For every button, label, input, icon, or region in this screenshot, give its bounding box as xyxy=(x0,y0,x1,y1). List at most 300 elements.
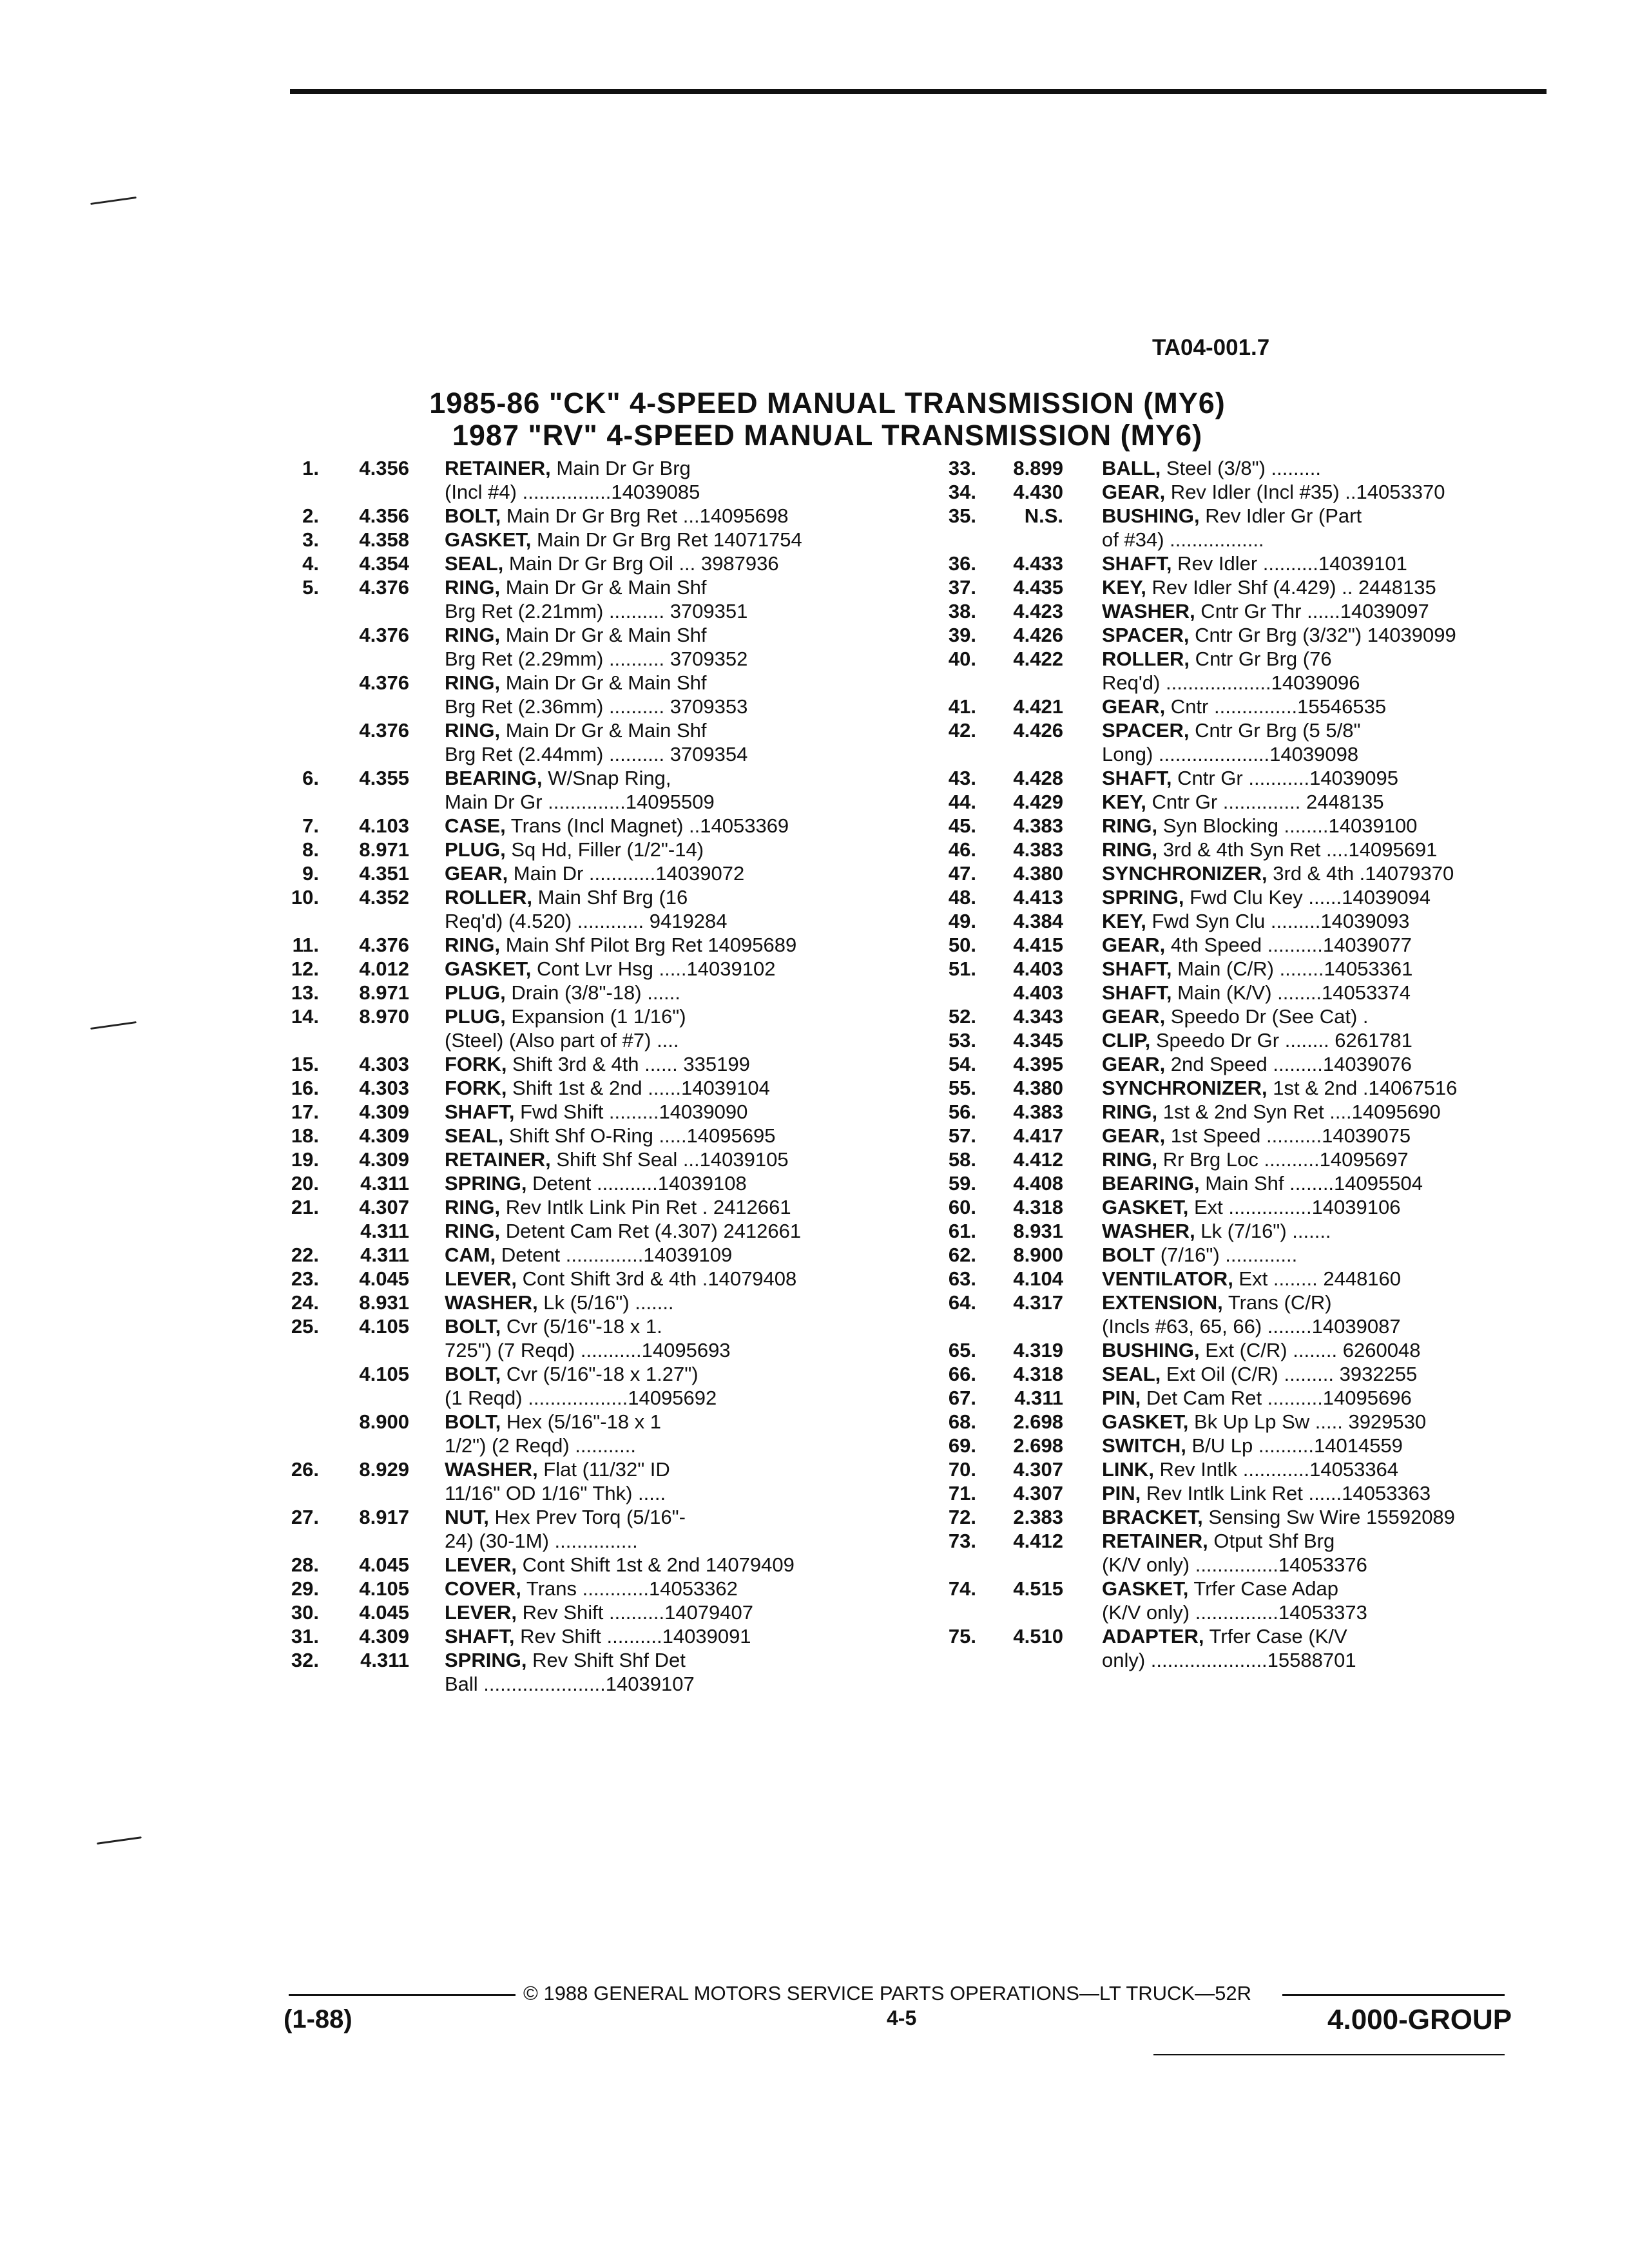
part-detail: Long) ....................14039098 xyxy=(1102,743,1359,765)
part-description xyxy=(445,981,680,1004)
page-title: 1985-86 "CK" 4-SPEED MANUAL TRANSMISSION (MY6) xyxy=(429,387,1226,419)
item-number: 20. xyxy=(291,1172,319,1195)
group-number: N.S. xyxy=(1024,505,1063,527)
part-description xyxy=(445,480,700,504)
group-number: 4.376 xyxy=(359,671,409,694)
part-description xyxy=(445,861,744,885)
group-number: 4.412 xyxy=(1013,1530,1063,1552)
item-number: 74. xyxy=(948,1577,976,1600)
part-name: GEAR, xyxy=(1102,1124,1166,1147)
part-name: RETAINER, xyxy=(445,457,551,479)
item-number: 42. xyxy=(948,719,976,742)
part-name: SHAFT, xyxy=(1102,767,1172,789)
part-description xyxy=(445,1577,738,1600)
part-description xyxy=(445,1267,796,1291)
group-number: 4.307 xyxy=(359,1196,409,1218)
part-description xyxy=(445,814,789,838)
part-description xyxy=(445,1600,753,1624)
part-detail: Main Dr Gr Brg Oil ... 3987936 xyxy=(503,552,779,575)
group-number: 4.421 xyxy=(1013,695,1063,718)
part-name: LINK, xyxy=(1102,1458,1154,1481)
part-detail: Cont Lvr Hsg .....14039102 xyxy=(531,957,776,980)
part-description xyxy=(445,575,707,599)
part-description xyxy=(445,1338,731,1362)
part-name: CLIP, xyxy=(1102,1029,1151,1052)
part-name: CAM, xyxy=(445,1244,496,1266)
part-description xyxy=(1102,1100,1441,1124)
item-number: 56. xyxy=(948,1100,976,1123)
part-name: SPRING, xyxy=(1102,886,1184,908)
part-description xyxy=(1102,1362,1417,1386)
part-description xyxy=(1102,1148,1409,1171)
part-name: GEAR, xyxy=(1102,934,1166,956)
part-detail: (1 Reqd) ..................14095692 xyxy=(445,1387,717,1409)
part-detail: 1st Speed ..........14039075 xyxy=(1165,1124,1411,1147)
part-detail: Rev Idler Gr (Part xyxy=(1199,505,1362,527)
item-number: 7. xyxy=(302,814,319,837)
part-description xyxy=(1102,1052,1412,1076)
part-description xyxy=(445,766,671,790)
item-number: 35. xyxy=(948,505,976,527)
group-number: 4.311 xyxy=(360,1649,409,1671)
item-number: 67. xyxy=(948,1387,976,1409)
part-detail: Steel (3/8") ......... xyxy=(1161,457,1322,479)
part-description xyxy=(1102,885,1431,909)
group-number: 4.303 xyxy=(359,1077,409,1099)
part-description xyxy=(445,671,707,695)
item-number: 25. xyxy=(291,1315,319,1338)
part-name: LEVER, xyxy=(445,1601,517,1624)
part-description xyxy=(445,1195,791,1219)
group-number: 4.380 xyxy=(1013,862,1063,885)
part-detail: Speedo Dr (See Cat) . xyxy=(1165,1005,1369,1028)
part-description xyxy=(445,909,727,933)
part-description xyxy=(445,1004,686,1028)
part-name: LEVER, xyxy=(445,1267,517,1290)
part-description xyxy=(1102,814,1417,838)
item-number: 62. xyxy=(948,1244,976,1266)
group-number: 4.311 xyxy=(360,1172,409,1195)
part-description xyxy=(445,1028,679,1052)
item-number: 57. xyxy=(948,1124,976,1147)
part-detail: 1st & 2nd .14067516 xyxy=(1267,1077,1458,1099)
part-description xyxy=(1102,504,1362,528)
part-detail: (7/16") ............. xyxy=(1155,1244,1298,1266)
part-name: RING, xyxy=(445,1220,501,1242)
group-number: 4.319 xyxy=(1013,1339,1063,1361)
part-description xyxy=(445,1648,686,1672)
part-detail: Syn Blocking ........14039100 xyxy=(1157,814,1418,837)
part-description xyxy=(445,1529,638,1553)
part-description xyxy=(445,504,789,528)
part-detail: Lk (7/16") ....... xyxy=(1195,1220,1331,1242)
part-name: PIN, xyxy=(1102,1482,1141,1504)
group-number: 4.510 xyxy=(1013,1625,1063,1648)
item-number: 63. xyxy=(948,1267,976,1290)
part-description xyxy=(445,528,802,552)
part-name: SHAFT, xyxy=(1102,981,1172,1004)
group-number: 4.408 xyxy=(1013,1172,1063,1195)
group-number: 4.435 xyxy=(1013,576,1063,599)
part-description xyxy=(1102,1434,1403,1457)
part-description xyxy=(1102,790,1384,814)
part-detail: 3rd & 4th Syn Ret ....14095691 xyxy=(1157,838,1438,861)
part-name: NUT, xyxy=(445,1506,489,1528)
item-number: 65. xyxy=(948,1339,976,1361)
part-description xyxy=(1102,718,1360,742)
part-detail: Main Shf ........14095504 xyxy=(1199,1172,1423,1195)
part-detail: 4th Speed ..........14039077 xyxy=(1165,934,1412,956)
part-detail: W/Snap Ring, xyxy=(542,767,671,789)
part-name: RING, xyxy=(1102,814,1158,837)
item-number: 49. xyxy=(948,910,976,932)
part-detail: Brg Ret (2.21mm) .......... 3709351 xyxy=(445,600,748,622)
group-number: 4.413 xyxy=(1013,886,1063,908)
part-detail: 11/16" OD 1/16" Thk) ..... xyxy=(445,1482,666,1504)
part-name: ROLLER, xyxy=(1102,648,1190,670)
part-description xyxy=(445,742,747,766)
part-detail: Cntr Gr ...........14039095 xyxy=(1171,767,1399,789)
group-number: 4.045 xyxy=(359,1553,409,1576)
part-description xyxy=(1102,1028,1412,1052)
part-description xyxy=(1102,1171,1423,1195)
item-number: 13. xyxy=(291,981,319,1004)
item-number: 30. xyxy=(291,1601,319,1624)
item-number: 14. xyxy=(291,1005,319,1028)
part-name: GEAR, xyxy=(1102,1053,1166,1075)
part-detail: Fwd Shift .........14039090 xyxy=(514,1100,748,1123)
part-name: SPACER, xyxy=(1102,624,1190,646)
group-number: 4.307 xyxy=(1013,1482,1063,1504)
item-number: 41. xyxy=(948,695,976,718)
part-name: RING, xyxy=(1102,1100,1158,1123)
part-name: SPACER, xyxy=(1102,719,1190,742)
part-name: BOLT, xyxy=(445,505,501,527)
part-description xyxy=(1102,1386,1412,1410)
part-name: WASHER, xyxy=(445,1458,538,1481)
part-name: SYNCHRONIZER, xyxy=(1102,862,1268,885)
group-number: 4.403 xyxy=(1013,957,1063,980)
group-number: 4.415 xyxy=(1013,934,1063,956)
item-number: 17. xyxy=(291,1100,319,1123)
part-description xyxy=(1102,1291,1332,1314)
item-number: 68. xyxy=(948,1410,976,1433)
part-name: RING, xyxy=(445,934,501,956)
part-description xyxy=(445,552,779,575)
part-detail: Hex (5/16"-18 x 1 xyxy=(501,1410,662,1433)
part-description xyxy=(1102,1124,1411,1148)
part-description xyxy=(1102,838,1437,861)
part-description xyxy=(445,790,715,814)
part-description xyxy=(1102,742,1358,766)
part-name: ROLLER, xyxy=(445,886,533,908)
part-detail: Ball ......................14039107 xyxy=(445,1673,695,1695)
part-detail: Otput Shf Brg xyxy=(1208,1530,1335,1552)
part-detail: (Incls #63, 65, 66) ........14039087 xyxy=(1102,1315,1401,1338)
footer-copyright: © 1988 GENERAL MOTORS SERVICE PARTS OPERATIONS—LT TRUCK—52R xyxy=(523,1982,1251,2004)
item-number: 29. xyxy=(291,1577,319,1600)
part-detail: (Steel) (Also part of #7) .... xyxy=(445,1029,679,1052)
group-number: 4.426 xyxy=(1013,624,1063,646)
part-name: SHAFT, xyxy=(1102,957,1172,980)
part-detail: Cntr ...............15546535 xyxy=(1165,695,1387,718)
item-number: 47. xyxy=(948,862,976,885)
part-detail: Brg Ret (2.36mm) .......... 3709353 xyxy=(445,695,748,718)
part-detail: Trfer Case (K/V xyxy=(1204,1625,1347,1648)
item-number: 6. xyxy=(302,767,319,789)
part-description xyxy=(1102,1481,1431,1505)
part-detail: Detent ..............14039109 xyxy=(496,1244,733,1266)
item-number: 8. xyxy=(302,838,319,861)
part-name: RING, xyxy=(445,1196,501,1218)
part-description xyxy=(445,1243,732,1267)
part-description xyxy=(445,695,747,718)
part-name: GASKET, xyxy=(1102,1577,1189,1600)
item-number: 60. xyxy=(948,1196,976,1218)
part-detail: Rev Shift ..........14039091 xyxy=(514,1625,751,1648)
part-detail: Ext ........ 2448160 xyxy=(1233,1267,1402,1290)
part-name: RING, xyxy=(445,624,501,646)
part-detail: Shift Shf O-Ring .....14095695 xyxy=(503,1124,776,1147)
part-detail: Lk (5/16") ....... xyxy=(537,1291,674,1314)
part-detail: Shift Shf Seal ...14039105 xyxy=(550,1148,789,1171)
part-detail: Detent ...........14039108 xyxy=(526,1172,747,1195)
group-number: 2.698 xyxy=(1013,1410,1063,1433)
page-subtitle: 1987 "RV" 4-SPEED MANUAL TRANSMISSION (MY6) xyxy=(452,419,1203,452)
part-name: GASKET, xyxy=(1102,1410,1189,1433)
group-number: 4.383 xyxy=(1013,814,1063,837)
part-detail: 3rd & 4th .14079370 xyxy=(1267,862,1454,885)
group-number: 4.428 xyxy=(1013,767,1063,789)
group-number: 4.303 xyxy=(359,1053,409,1075)
part-detail: Fwd Clu Key ......14039094 xyxy=(1184,886,1431,908)
item-number: 40. xyxy=(948,648,976,670)
group-number: 4.422 xyxy=(1013,648,1063,670)
item-number: 37. xyxy=(948,576,976,599)
part-name: VENTILATOR, xyxy=(1102,1267,1233,1290)
page-number: 4-5 xyxy=(887,2006,917,2030)
part-detail: (Incl #4) ................14039085 xyxy=(445,481,700,503)
item-number: 52. xyxy=(948,1005,976,1028)
part-description xyxy=(445,957,775,981)
part-name: GEAR, xyxy=(445,862,508,885)
part-detail: Rev Intlk Link Ret ......14053363 xyxy=(1141,1482,1431,1504)
part-name: RING, xyxy=(445,576,501,599)
part-detail: Rr Brg Loc ..........14095697 xyxy=(1157,1148,1409,1171)
part-name: PLUG, xyxy=(445,838,506,861)
part-name: SHAFT, xyxy=(1102,552,1172,575)
part-description xyxy=(1102,671,1360,695)
footer-rule-left xyxy=(289,1994,516,1996)
item-number: 51. xyxy=(948,957,976,980)
item-number: 9. xyxy=(302,862,319,885)
part-detail: of #34) ................. xyxy=(1102,528,1264,551)
part-name: PLUG, xyxy=(445,981,506,1004)
part-description xyxy=(1102,909,1409,933)
part-description xyxy=(445,885,688,909)
part-detail: Speedo Dr Gr ........ 6261781 xyxy=(1150,1029,1412,1052)
part-description xyxy=(1102,1267,1401,1291)
part-detail: Cvr (5/16"-18 x 1.27") xyxy=(501,1363,699,1385)
part-detail: Trfer Case Adap xyxy=(1188,1577,1338,1600)
part-detail: Req'd) (4.520) ............ 9419284 xyxy=(445,910,728,932)
part-name: SHAFT, xyxy=(445,1100,515,1123)
part-description xyxy=(1102,1243,1297,1267)
group-number: 4.380 xyxy=(1013,1077,1063,1099)
part-description xyxy=(445,1481,666,1505)
part-description xyxy=(1102,695,1386,718)
item-number: 21. xyxy=(291,1196,319,1218)
part-name: GEAR, xyxy=(1102,1005,1166,1028)
scan-mark xyxy=(90,1021,137,1030)
part-detail: Flat (11/32" ID xyxy=(537,1458,670,1481)
part-detail: Main Dr Gr Brg Ret 14071754 xyxy=(531,528,802,551)
part-detail: Cvr (5/16"-18 x 1. xyxy=(501,1315,662,1338)
part-description xyxy=(1102,861,1454,885)
part-name: RING, xyxy=(445,719,501,742)
part-name: GASKET, xyxy=(1102,1196,1189,1218)
part-name: PIN, xyxy=(1102,1387,1141,1409)
part-detail: Detent Cam Ret (4.307) 2412661 xyxy=(500,1220,802,1242)
part-detail: Main Dr ............14039072 xyxy=(508,862,745,885)
part-description xyxy=(1102,933,1412,957)
group-number: 4.105 xyxy=(359,1363,409,1385)
part-detail: Ext ...............14039106 xyxy=(1188,1196,1401,1218)
item-number: 61. xyxy=(948,1220,976,1242)
part-detail: only) .....................15588701 xyxy=(1102,1649,1356,1671)
part-description xyxy=(1102,623,1456,647)
part-detail: 1/2") (2 Reqd) ........... xyxy=(445,1434,636,1457)
item-number: 71. xyxy=(948,1482,976,1504)
part-name: RETAINER, xyxy=(1102,1530,1208,1552)
part-description xyxy=(1102,480,1445,504)
part-detail: Main (K/V) ........14053374 xyxy=(1171,981,1411,1004)
item-number: 55. xyxy=(948,1077,976,1099)
group-number: 4.311 xyxy=(360,1220,409,1242)
part-name: CASE, xyxy=(445,814,506,837)
part-detail: Rev Idler ..........14039101 xyxy=(1171,552,1407,575)
part-description xyxy=(1102,456,1321,480)
group-number: 8.900 xyxy=(359,1410,409,1433)
part-detail: Brg Ret (2.44mm) .......... 3709354 xyxy=(445,743,748,765)
part-description xyxy=(445,1219,801,1243)
part-description xyxy=(1102,1577,1338,1600)
group-number: 4.426 xyxy=(1013,719,1063,742)
part-description xyxy=(1102,647,1332,671)
part-detail: Ext (C/R) ........ 6260048 xyxy=(1199,1339,1421,1361)
part-description xyxy=(445,1434,636,1457)
group-number: 4.423 xyxy=(1013,600,1063,622)
part-description xyxy=(1102,1553,1367,1577)
group-number: 4.317 xyxy=(1013,1291,1063,1314)
part-description xyxy=(1102,1505,1455,1529)
item-number: 18. xyxy=(291,1124,319,1147)
item-number: 44. xyxy=(948,791,976,813)
part-description xyxy=(445,599,747,623)
part-detail: Cont Shift 1st & 2nd 14079409 xyxy=(516,1553,795,1576)
part-name: BEARING, xyxy=(445,767,543,789)
part-detail: Shift 1st & 2nd ......14039104 xyxy=(506,1077,770,1099)
part-name: SEAL, xyxy=(445,1124,504,1147)
part-description xyxy=(1102,1338,1420,1362)
group-number: 4.307 xyxy=(1013,1458,1063,1481)
part-detail: Main Dr Gr & Main Shf xyxy=(500,576,707,599)
group-number: 4.309 xyxy=(359,1148,409,1171)
part-description xyxy=(445,1410,661,1434)
part-description xyxy=(1102,1219,1331,1243)
item-number: 28. xyxy=(291,1553,319,1576)
item-number: 12. xyxy=(291,957,319,980)
group-number: 4.104 xyxy=(1013,1267,1063,1290)
group-number: 4.318 xyxy=(1013,1196,1063,1218)
part-detail: Main Shf Brg (16 xyxy=(532,886,688,908)
part-name: GEAR, xyxy=(1102,481,1166,503)
part-detail: Bk Up Lp Sw ..... 3929530 xyxy=(1188,1410,1427,1433)
part-description xyxy=(445,1076,770,1100)
group-number: 4.318 xyxy=(1013,1363,1063,1385)
part-name: GASKET, xyxy=(445,528,532,551)
group-number: 8.900 xyxy=(1013,1244,1063,1266)
part-detail: Cntr Gr .............. 2448135 xyxy=(1146,791,1384,813)
part-detail: Sq Hd, Filler (1/2"-14) xyxy=(505,838,704,861)
part-detail: Rev Intlk ............14053364 xyxy=(1153,1458,1399,1481)
part-description xyxy=(1102,528,1264,552)
part-name: BRACKET, xyxy=(1102,1506,1203,1528)
group-number: 4.412 xyxy=(1013,1148,1063,1171)
group-number: 2.698 xyxy=(1013,1434,1063,1457)
part-detail: 24) (30-1M) ............... xyxy=(445,1530,638,1552)
group-number: 8.917 xyxy=(359,1506,409,1528)
part-description xyxy=(445,1148,789,1171)
group-number: 4.012 xyxy=(359,957,409,980)
item-number: 24. xyxy=(291,1291,319,1314)
group-number: 4.345 xyxy=(1013,1029,1063,1052)
footer-date: (1-88) xyxy=(284,2005,352,2033)
part-name: PLUG, xyxy=(445,1005,506,1028)
part-description xyxy=(1102,1410,1426,1434)
part-name: KEY, xyxy=(1102,910,1146,932)
item-number: 54. xyxy=(948,1053,976,1075)
part-name: BUSHING, xyxy=(1102,1339,1200,1361)
group-number: 4.417 xyxy=(1013,1124,1063,1147)
item-number: 48. xyxy=(948,886,976,908)
part-description xyxy=(445,1362,699,1386)
group-number: 4.430 xyxy=(1013,481,1063,503)
part-detail: Cntr Gr Brg (5 5/8" xyxy=(1189,719,1361,742)
group-number: 4.105 xyxy=(359,1315,409,1338)
part-detail: Sensing Sw Wire 15592089 xyxy=(1202,1506,1455,1528)
item-number: 5. xyxy=(302,576,319,599)
item-number: 43. xyxy=(948,767,976,789)
part-detail: Main Dr Gr Brg xyxy=(550,457,691,479)
part-description xyxy=(1102,957,1412,981)
item-number: 2. xyxy=(302,505,319,527)
group-number: 4.515 xyxy=(1013,1577,1063,1600)
part-name: SPRING, xyxy=(445,1172,527,1195)
part-description xyxy=(445,718,707,742)
item-number: 73. xyxy=(948,1530,976,1552)
item-number: 27. xyxy=(291,1506,319,1528)
part-detail: Cntr Gr Brg (3/32") 14039099 xyxy=(1189,624,1456,646)
item-number: 23. xyxy=(291,1267,319,1290)
item-number: 3. xyxy=(302,528,319,551)
item-number: 4. xyxy=(302,552,319,575)
part-description xyxy=(1102,981,1411,1004)
item-number: 46. xyxy=(948,838,976,861)
group-number: 4.045 xyxy=(359,1267,409,1290)
part-detail: Rev Intlk Link Pin Ret . 2412661 xyxy=(500,1196,791,1218)
part-description xyxy=(445,1171,747,1195)
